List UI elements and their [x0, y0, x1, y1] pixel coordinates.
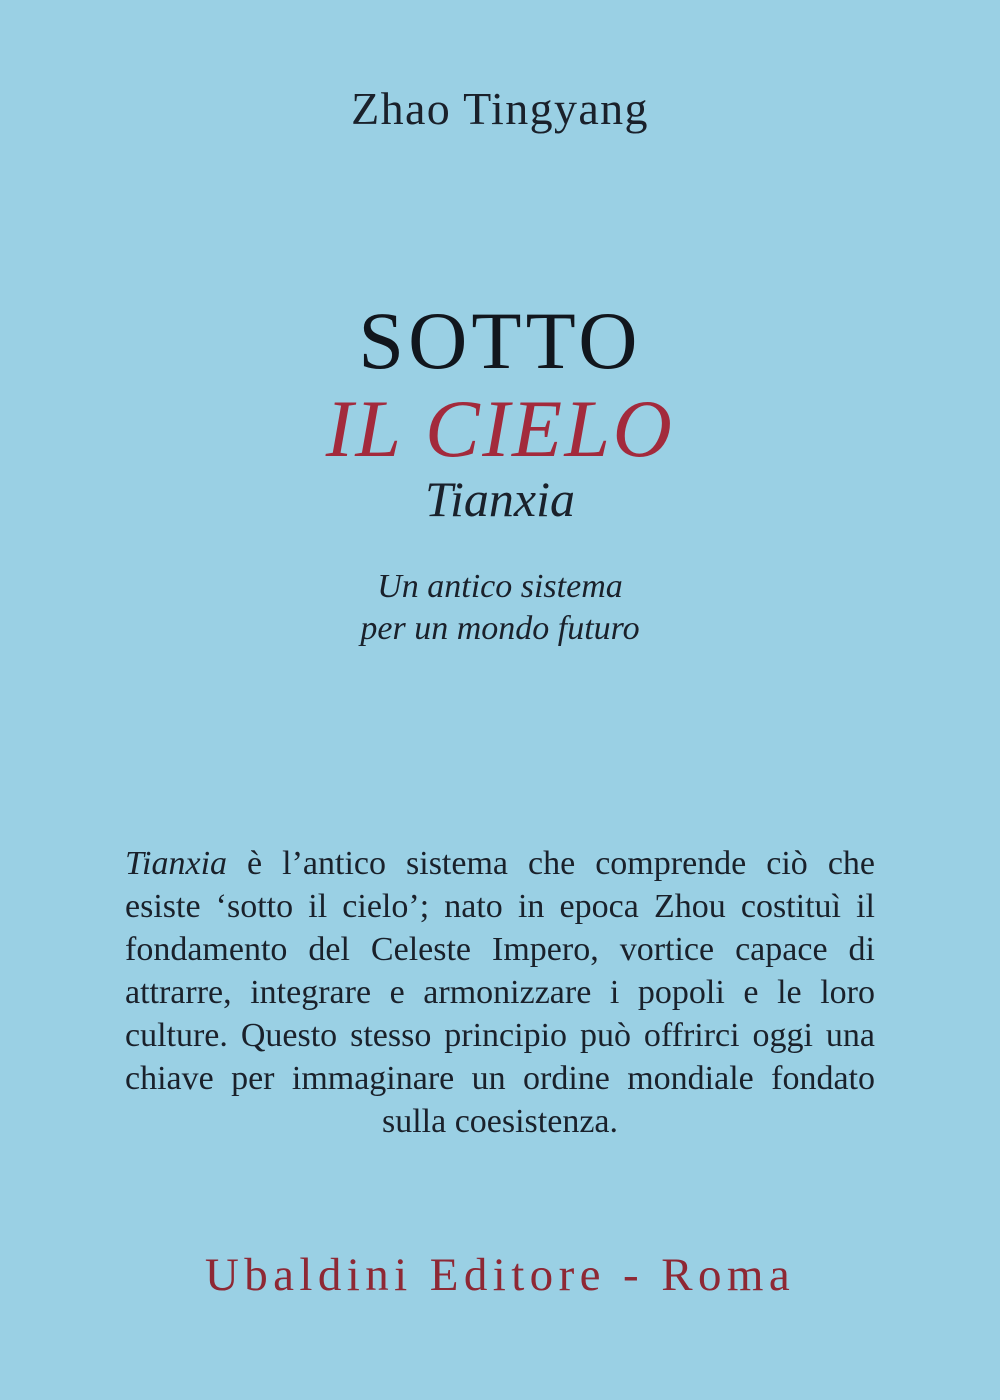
blurb-lead-word: Tianxia — [125, 845, 228, 882]
back-blurb — [125, 842, 875, 1143]
publisher-imprint: Ubaldini Editore - Roma — [204, 1249, 796, 1301]
subtitle-line-1: Un antico sistema — [377, 568, 623, 605]
title-line-sotto: SOTTO — [358, 295, 642, 386]
subtitle-line-2: per un mondo futuro — [360, 610, 640, 647]
blurb-text: è l’antico sistema che comprende ciò che esiste ‘sotto il cielo’; nato in epoca Zhou costituì il fondamento del Celeste Impero, vortice capace di attrarre, integrare e armonizzare i popoli e le loro culture. Questo stesso principio può offrirci oggi una chiave per immaginare un ordine mondiale fondato sulla coesistenza. — [125, 845, 875, 1140]
title-line-il-cielo: IL CIELO — [325, 383, 675, 474]
subtitle — [0, 566, 1000, 650]
title-tianxia: Tianxia — [424, 471, 576, 527]
author-name: Zhao Tingyang — [351, 83, 649, 134]
